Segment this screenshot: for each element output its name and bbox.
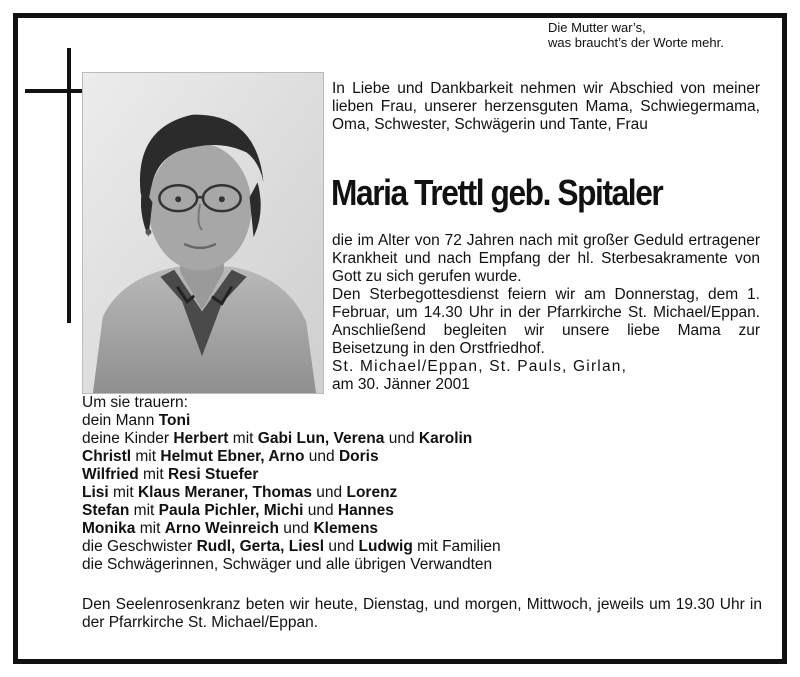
date-line: am 30. Jänner 2001 [332, 376, 470, 393]
portrait-photo [82, 72, 324, 394]
deceased-name: Maria Trettl geb. Spitaler [331, 172, 663, 213]
mourner-christl: Christl mit Helmut Ebner, Arno und Doris [82, 448, 379, 465]
rosary-notice: Den Seelenrosenkranz beten wir heute, Dienstag, und morgen, Mittwoch, jeweils um 19.30 Uhr in der Pfarrkirche St. Michael/Eppan. [82, 596, 762, 631]
death-paragraph: die im Alter von 72 Jahren nach mit großer Geduld ertragener Krankheit und nach Empfang der hl. Sterbesakramente von Gott zu sich gerufen wurde. [332, 232, 760, 285]
mourner-monika: Monika mit Arno Weinreich und Klemens [82, 520, 379, 537]
place-line: St. Michael/Eppan, St. Pauls, Girlan, [332, 358, 628, 375]
mourner-children-herbert: deine Kinder Herbert mit Gabi Lun, Verena und Karolin [82, 430, 473, 447]
intro-text: In Liebe und Dankbarkeit nehmen wir Abschied von meiner lieben Frau, unserer herzensguten Mama, Schwiegermama, Oma, Schwester, Schwägerin und Tante, Frau [332, 80, 760, 133]
mourners-heading: Um sie trauern: [82, 394, 188, 411]
motto-line-1: Die Mutter war’s, [548, 20, 646, 35]
mourner-relatives: die Schwägerinnen, Schwäger und alle übrigen Verwandten [82, 556, 493, 573]
motto [548, 20, 768, 50]
mourner-stefan: Stefan mit Paula Pichler, Michi und Hannes [82, 502, 394, 519]
funeral-paragraph: Den Sterbegottesdienst feiern wir am Donnerstag, dem 1. Februar, um 14.30 Uhr in der Pfarrkirche St. Michael/Eppan. Anschließend begleiten wir unsere liebe Mama zur Beisetzung in den Orstfriedhof. [332, 286, 760, 357]
mourner-wilfried: Wilfried mit Resi Stuefer [82, 466, 259, 483]
mourner-lisi: Lisi mit Klaus Meraner, Thomas und Lorenz [82, 484, 398, 501]
place-date [332, 358, 760, 394]
motto-line-2: was braucht’s der Worte mehr. [548, 35, 724, 50]
mourner-siblings: die Geschwister Rudl, Gerta, Liesl und Ludwig mit Familien [82, 538, 501, 555]
mourner-husband: dein Mann Toni [82, 412, 191, 429]
mourners-list [82, 394, 762, 574]
